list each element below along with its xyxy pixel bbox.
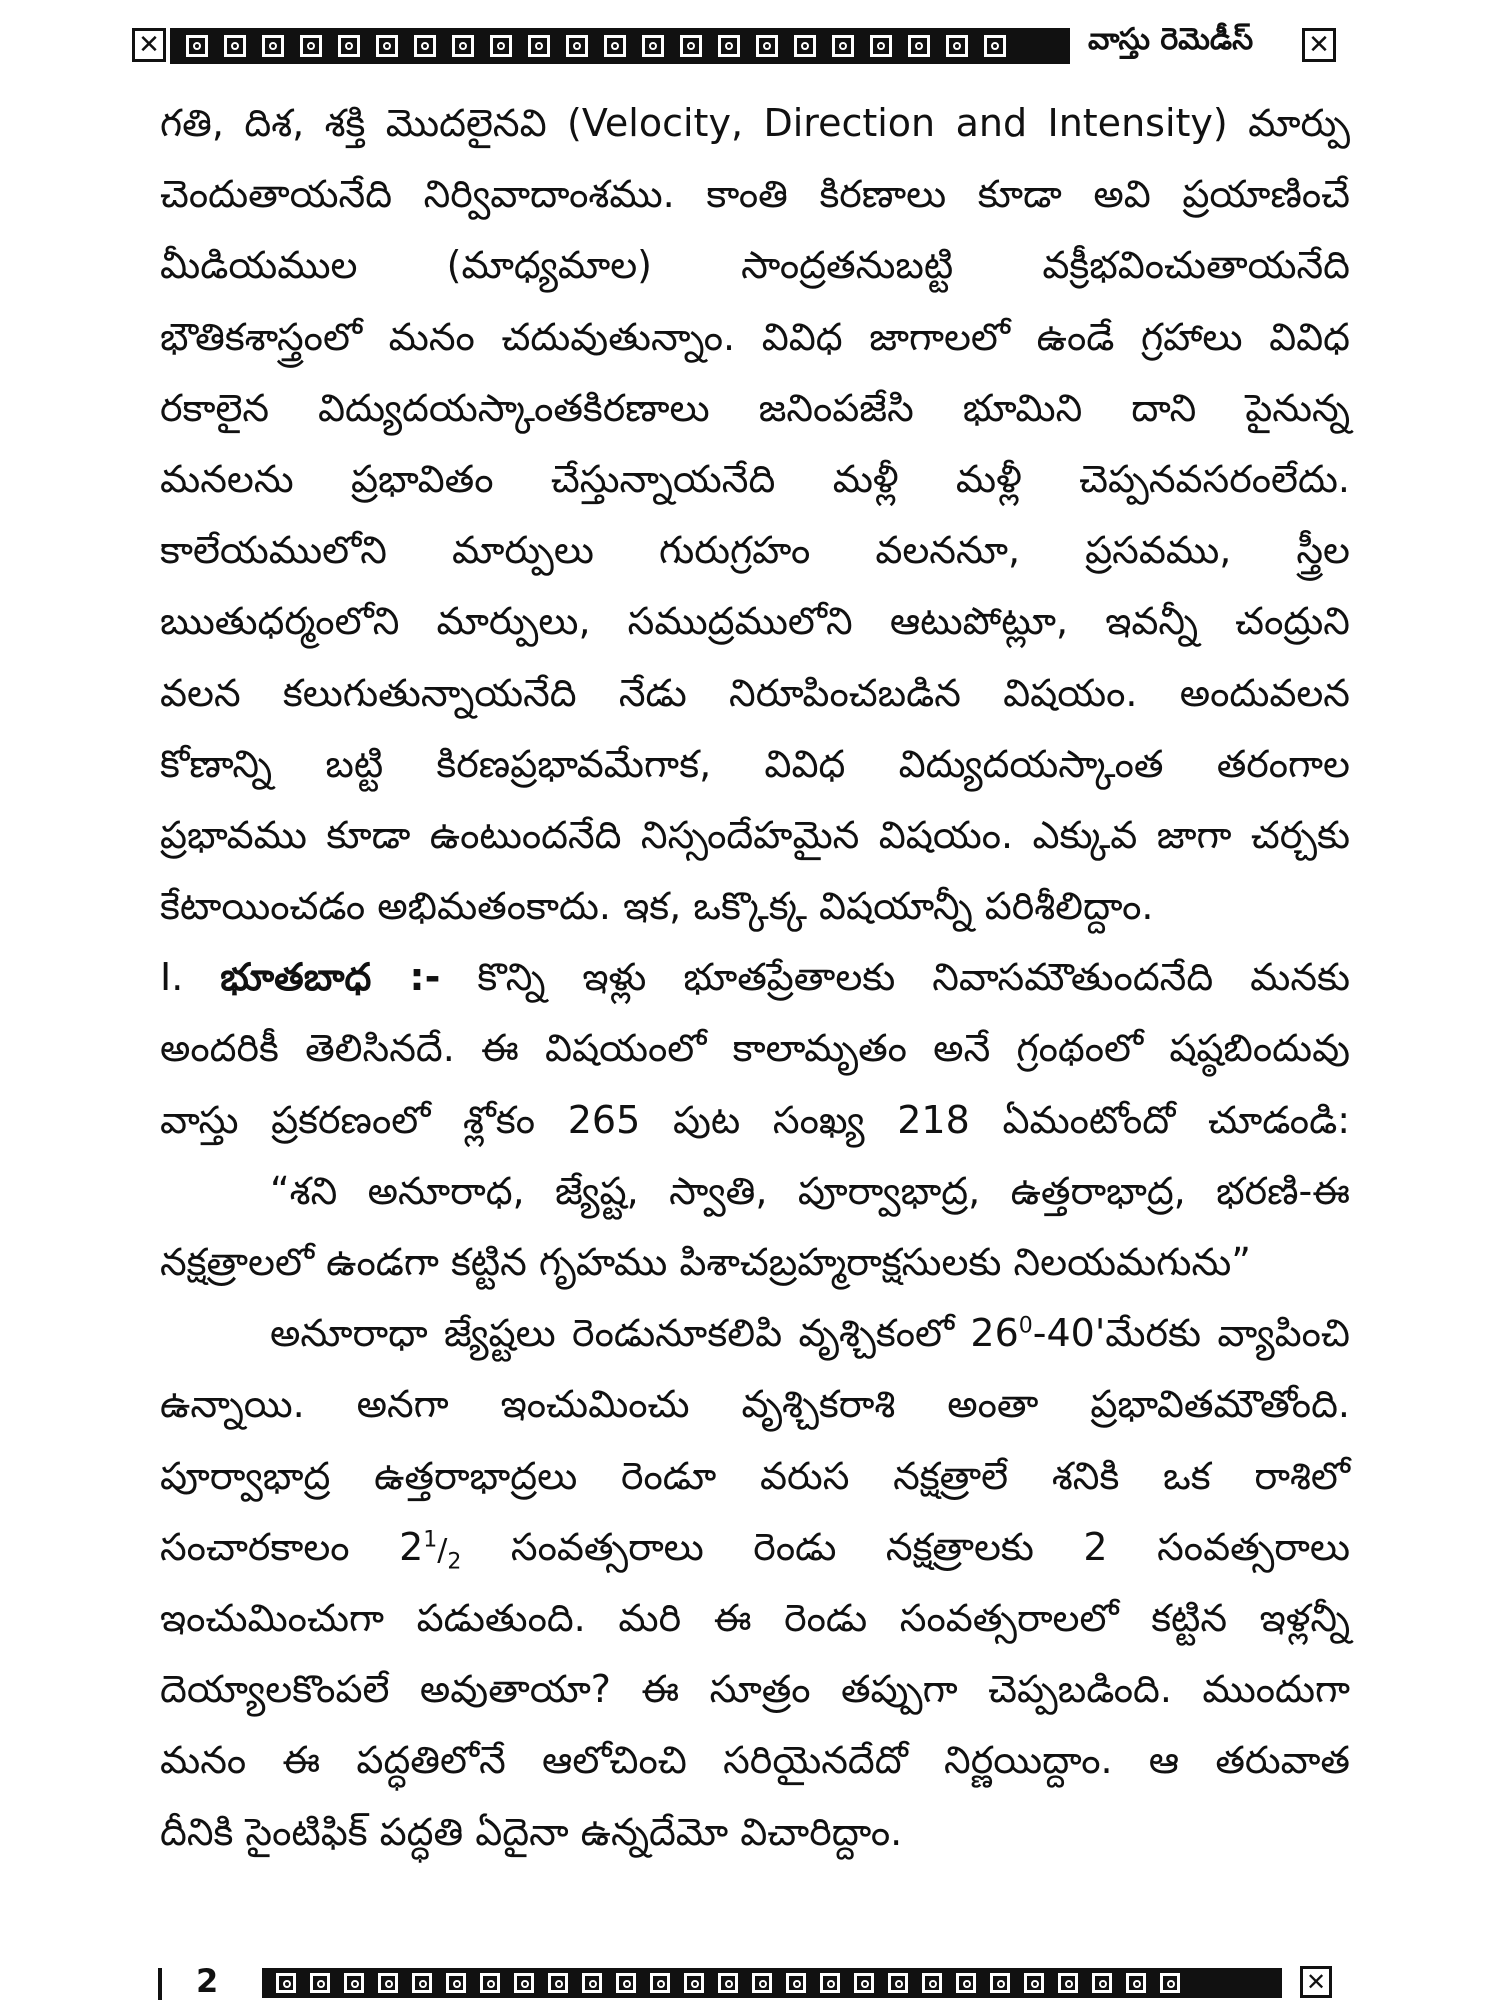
text-span: -40'మేరకు వ్యాపించి xyxy=(1032,1311,1350,1356)
text-line: ఋతుధర్మంలోని మార్పులు, సముద్రములోని ఆటుపోట్లూ, ఇవన్నీ చంద్రుని xyxy=(160,599,1350,644)
text-line xyxy=(160,1298,1350,1369)
text-line: దెయ్యాలకొంపలే అవుతాయా? ఈ సూత్రం తప్పుగా చెప్పబడింది. ముందుగా xyxy=(160,1667,1350,1712)
text-line: సంచారకాలం $2^1/_2$ సంవత్సరాలు రెండు నక్షత్రాలకు 2 సంవత్సరాలు xyxy=(160,1524,1350,1575)
text-line: దీనికి సైంటిఫిక్ పద్ధతి ఏదైనా ఉన్నదేమో విచారిద్దాం. xyxy=(160,1809,903,1854)
text-span: కొన్ని ఇళ్లు భూతప్రేతాలకు నివాసమౌతుందనేది మనకు xyxy=(440,955,1350,1000)
footer-rule xyxy=(158,1968,162,2000)
text-line: కేటాయించడం అభిమతంకాదు. ఇక, ఒక్కొక్క విషయాన్నీ పరిశీలిద్దాం. xyxy=(160,884,1154,929)
section-heading: భూతబాధ :- xyxy=(220,955,441,1000)
text-line: భౌతికశాస్త్రంలో మనం చదువుతున్నాం. వివిధ జాగాలలో ఉండే గ్రహాలు వివిధ xyxy=(160,314,1350,359)
text-line: మనలను ప్రభావితం చేస్తున్నాయనేది మళ్లీ మళ్లీ చెప్పనవసరంలేదు. xyxy=(160,456,1350,501)
running-title: వాస్తు రెమెడీస్ xyxy=(1088,22,1254,57)
header-left-x-icon: ✕ xyxy=(132,28,166,62)
page-body xyxy=(160,88,1350,1868)
text-span: సంవత్సరాలు రెండు నక్షత్రాలకు 2 సంవత్సరాలు xyxy=(461,1524,1350,1569)
footer-x-icon: ✕ xyxy=(1300,1966,1332,1998)
text-line: వలన కలుగుతున్నాయనేది నేడు నిరూపించబడిన విషయం. అందువలన xyxy=(160,670,1350,715)
header-right-x-icon: ✕ xyxy=(1302,28,1336,62)
fraction-numerator: 1 xyxy=(423,1527,438,1553)
text-line: వాస్తు ప్రకరణంలో శ్లోకం 265 పుట సంఖ్య 218 ఏమంటోందో చూడండి: xyxy=(160,1097,1350,1142)
text-line: పూర్వాభాద్ర ఉత్తరాభాద్రలు రెండూ వరుస నక్షత్రాలే శనికి ఒక రాశిలో xyxy=(160,1453,1350,1498)
text-line: గతి, దిశ, శక్తి మొదలైనవి (Velocity, Direction and Intensity) మార్పు xyxy=(160,101,1350,145)
fraction-denominator: 2 xyxy=(447,1549,462,1575)
degree-superscript: 0 xyxy=(1018,1313,1033,1339)
text-span: సంచారకాలం 2 xyxy=(160,1524,424,1569)
text-line: రకాలైన విద్యుదయస్కాంతకిరణాలు జనింపజేసి భూమిని దాని పైనున్న xyxy=(160,385,1350,430)
quote-line: “శని అనూరాధ, జ్యేష్ట, స్వాతి, పూర్వాభాద్ర, ఉత్తరాభాద్ర, భరణి-ఈ xyxy=(270,1168,1350,1213)
text-line: ఇంచుమించుగా పడుతుంది. మరి ఈ రెండు సంవత్సరాలలో కట్టిన ఇళ్లన్నీ xyxy=(160,1595,1350,1640)
text-line: మనం ఈ పద్ధతిలోనే ఆలోచించి సరియైనదేదో నిర్ణయిద్దాం. ఆ తరువాత xyxy=(160,1738,1350,1783)
text-line: అందరికీ తెలిసినదే. ఈ విషయంలో కాలామృతం అనే గ్రంథంలో షష్ఠబిందువు xyxy=(160,1026,1350,1071)
text-line: ప్రభావము కూడా ఉంటుందనేది నిస్సందేహమైన విషయం. ఎక్కువ జాగా చర్చకు xyxy=(160,812,1350,857)
footer-decorative-band xyxy=(262,1968,1282,1998)
text-line: ఉన్నాయి. అనగా ఇంచుమించు వృశ్చికరాశి అంతా ప్రభావితమౌతోంది. xyxy=(160,1382,1350,1427)
text-line: చెందుతాయనేది నిర్వివాదాంశము. కాంతి కిరణాలు కూడా అవి ప్రయాణించే xyxy=(160,172,1350,217)
section-number: I. xyxy=(160,955,184,1000)
quote-line: నక్షత్రాలలో ఉండగా కట్టిన గృహము పిశాచబ్రహ్మరాక్షసులకు నిలయమగును” xyxy=(160,1240,1251,1284)
text-line: కోణాన్ని బట్టి కిరణప్రభావమేగాక, వివిధ విద్యుదయస్కాంత తరంగాల xyxy=(160,741,1350,786)
section-heading-line xyxy=(160,942,1350,1013)
text-line: కాలేయములోని మార్పులు గురుగ్రహం వలననూ, ప్రసవము, స్త్రీల xyxy=(160,528,1350,573)
page-number: 2 xyxy=(196,1962,219,2000)
text-span: అనూరాధా జ్యేష్టలు రెండునూకలిపి వృశ్చికంలో 26 xyxy=(270,1311,1019,1356)
text-line: మీడియముల (మాధ్యమాల) సాంద్రతనుబట్టి వక్రీభవించుతాయనేది xyxy=(160,243,1350,288)
header-decorative-band xyxy=(170,28,1070,64)
